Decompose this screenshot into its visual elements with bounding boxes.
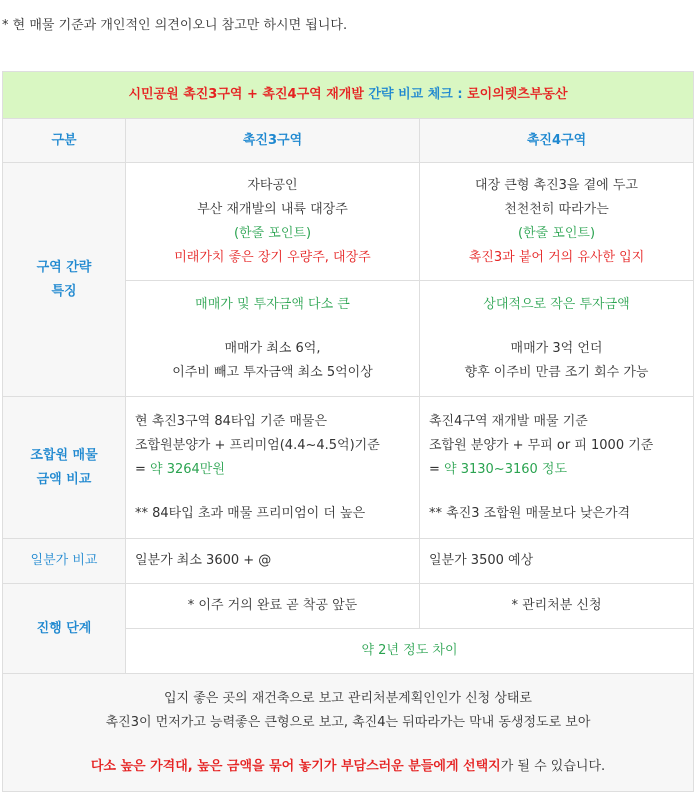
general-row bbox=[3, 539, 694, 584]
progress-zone3: * 이주 거의 완료 곧 착공 앞둔 bbox=[126, 584, 420, 629]
title-part1: 시민공원 촉진3구역 + 촉진4구역 재개발 bbox=[128, 87, 369, 102]
footer-highlight: 다소 높은 가격대, 높은 금액을 묶어 놓기가 부담스러운 분들에게 선택지 bbox=[90, 758, 501, 774]
price-label: 조합원 매물 금액 비교 bbox=[3, 397, 126, 539]
general-label: 일분가 비교 bbox=[3, 539, 126, 584]
price-zone4: 촉진4구역 재개발 매물 기준 조합원 분양가 + 무피 or 피 1000 기준 = 약 3130~3160 정도 ** 촉진3 조합원 매물보다 낮은가격 bbox=[420, 397, 694, 539]
price-zone4-value: 약 3130~3160 정도 bbox=[444, 461, 568, 477]
comparison-table bbox=[2, 71, 694, 792]
header-zone4: 촉진4구역 bbox=[420, 119, 694, 163]
disclaimer-note: * 현 매물 기준과 개인적인 의견이오니 참고만 하시면 됩니다. bbox=[2, 18, 348, 33]
features-zone3-invest: 매매가 및 투자금액 다소 큰 매매가 최소 6억, 이주비 빼고 투자금액 최소 5억이상 bbox=[126, 281, 420, 397]
progress-diff: 약 2년 정도 차이 bbox=[126, 629, 694, 674]
general-zone3: 일분가 최소 3600 + @ bbox=[126, 539, 420, 584]
summary-footer: 입지 좋은 곳의 재건축으로 보고 관리처분계획인인가 신청 상태로 촉진3이 먼저가고 능력좋은 큰형으로 보고, 촉진4는 뒤따라가는 막내 동생정도로 보아 다소 높은 가격대, 높은 금액을 묶어 놓기가 부담스러운 분들에게 선택지가 될 수 있습니다. bbox=[3, 674, 694, 792]
price-zone3-value: 약 3264만원 bbox=[150, 461, 225, 477]
price-row bbox=[3, 397, 694, 539]
header-zone3: 촉진3구역 bbox=[126, 119, 420, 163]
general-zone4: 일분가 3500 예상 bbox=[420, 539, 694, 584]
header-category: 구분 bbox=[3, 119, 126, 163]
features-label: 구역 간략 특징 bbox=[3, 163, 126, 397]
features-row-a bbox=[3, 163, 694, 281]
progress-zone4: * 관리처분 신청 bbox=[420, 584, 694, 629]
title-part2: 간략 비교 체크 : bbox=[368, 87, 468, 102]
progress-label: 진행 단계 bbox=[3, 584, 126, 674]
price-zone3: 현 촉진3구역 84타입 기준 매물은 조합원분양가 + 프리미엄(4.4~4.5억)기준 = 약 3264만원 ** 84타입 초과 매물 프리미엄이 더 높은 bbox=[126, 397, 420, 539]
title-part3: 로이의렛츠부동산 bbox=[467, 87, 568, 102]
features-zone3: 자타공인 부산 재개발의 내륙 대장주 (한줄 포인트) 미래가치 좋은 장기 우량주, 대장주 bbox=[126, 163, 420, 281]
title-row bbox=[3, 72, 694, 119]
header-row bbox=[3, 119, 694, 163]
features-zone4-invest: 상대적으로 작은 투자금액 매매가 3억 언더 향후 이주비 만큼 조기 회수 가능 bbox=[420, 281, 694, 397]
table-title bbox=[3, 72, 694, 119]
progress-row-a bbox=[3, 584, 694, 629]
footer-row bbox=[3, 674, 694, 792]
features-zone4: 대장 큰형 촉진3을 곁에 두고 천천천히 따라가는 (한줄 포인트) 촉진3과 붙어 거의 유사한 입지 bbox=[420, 163, 694, 281]
